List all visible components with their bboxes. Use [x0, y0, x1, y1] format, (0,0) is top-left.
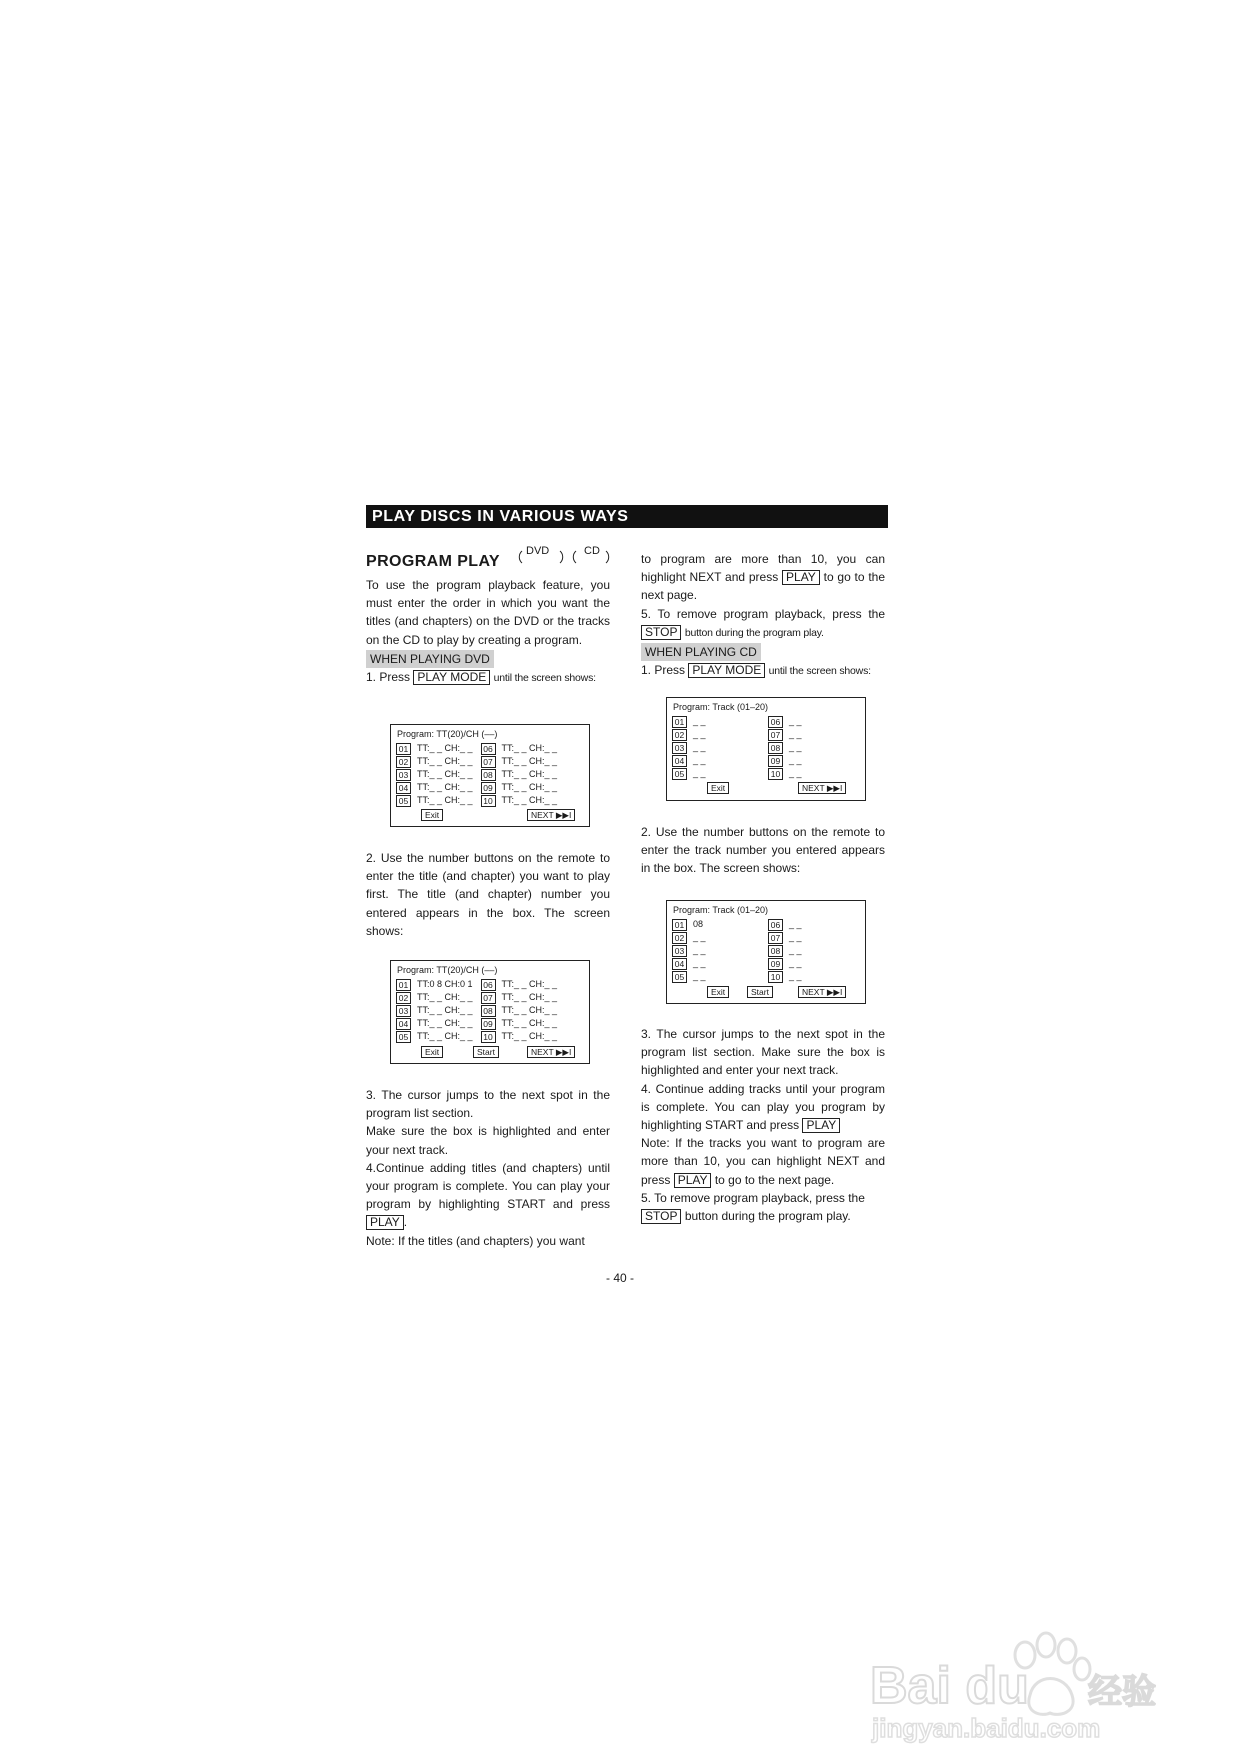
stop-key: STOP	[641, 1209, 681, 1224]
dvd-program-screen-empty	[390, 724, 590, 827]
cd-step-5: 5. To remove program playback, press the	[641, 1190, 865, 1205]
program-row: 01 TT:0 8 CH:0 1 06 TT:_ _ CH:_ _	[396, 978, 557, 991]
program-row: 05 _ _	[672, 970, 706, 983]
program-row: 06 _ _	[768, 715, 802, 728]
play-mode-key: PLAY MODE	[688, 663, 765, 678]
program-row: 01 08	[672, 918, 703, 931]
program-row: 01 TT:_ _ CH:_ _ 06 TT:_ _ CH:_ _	[396, 742, 557, 755]
screen-title: Program: TT(20)/CH (––)	[397, 965, 498, 975]
program-row: 05 _ _	[672, 767, 706, 780]
play-key: PLAY	[366, 1215, 404, 1230]
screen-title: Program: Track (01–20)	[673, 702, 769, 712]
cd-disc-icon	[570, 545, 612, 569]
cd-program-screen-empty	[666, 697, 866, 801]
play-key: PLAY	[782, 570, 820, 585]
program-row: 05 TT:_ _ CH:_ _ 10 TT:_ _ CH:_ _	[396, 1030, 557, 1043]
program-row: 03 _ _	[672, 944, 706, 957]
cd-step-2: 2. Use the number buttons on the remote to enter the track number you entered appears in the box. The screen shows:	[641, 825, 885, 876]
left-column-top	[366, 576, 610, 687]
program-row: 02 TT:_ _ CH:_ _ 07 TT:_ _ CH:_ _	[396, 991, 557, 1004]
left-column-bottom	[366, 1086, 610, 1250]
baidu-watermark	[860, 1625, 1180, 1745]
program-row: 04 _ _	[672, 957, 706, 970]
play-key: PLAY	[802, 1118, 840, 1133]
dvd-step-3b: Make sure the box is highlighted and enter your next track.	[366, 1124, 610, 1157]
program-row: 03 TT:_ _ CH:_ _ 08 TT:_ _ CH:_ _	[396, 1004, 557, 1017]
program-row: 03 _ _	[672, 741, 706, 754]
dvd-step-3: 3. The cursor jumps to the next spot in the program list section.	[366, 1088, 610, 1121]
program-row: 04 TT:_ _ CH:_ _ 09 TT:_ _ CH:_ _	[396, 781, 557, 794]
program-row: 02 _ _	[672, 931, 706, 944]
cd-subhead: WHEN PLAYING CD	[641, 643, 761, 661]
page-number: - 40 -	[605, 1271, 634, 1285]
right-column-top	[641, 550, 885, 680]
cd-step-3: 3. The cursor jumps to the next spot in the program list section. Make sure the box is highlighted and enter your next track.	[641, 1027, 885, 1078]
cd-note: Note: If the tracks you want to program are more than 10, you can highlight NEXT and press PLAY to go to the next page.	[641, 1136, 885, 1187]
exit-button: Exit	[707, 986, 729, 998]
watermark-cn: 经验	[1088, 1672, 1156, 1712]
screen-title: Program: TT(20)/CH (––)	[397, 729, 498, 739]
program-row: 10 _ _	[768, 767, 802, 780]
program-row: 03 TT:_ _ CH:_ _ 08 TT:_ _ CH:_ _	[396, 768, 557, 781]
next-button: NEXT ▶▶I	[527, 809, 575, 821]
cd-step-4: 4. Continue adding tracks until your program is complete. You can play you program by highlighting START and press PLAY	[641, 1081, 885, 1133]
next-button: NEXT ▶▶I	[527, 1046, 575, 1058]
watermark-url: jingyan.baidu.com	[872, 1713, 1101, 1743]
play-key: PLAY	[674, 1173, 712, 1188]
dvd-step-5: 5. To remove program playback, press the STOP button during the program play.	[641, 606, 885, 639]
screen-title: Program: Track (01–20)	[673, 905, 769, 915]
program-row: 04 _ _	[672, 754, 706, 767]
dvd-program-screen-filled	[390, 960, 590, 1064]
watermark-brand: Bai du	[870, 1657, 1029, 1715]
cd-program-screen-filled	[666, 900, 866, 1004]
cd-label: CD	[584, 545, 600, 557]
exit-button: Exit	[707, 782, 729, 794]
start-button: Start	[747, 986, 773, 998]
program-row: 07 _ _	[768, 728, 802, 741]
program-row: 01 _ _	[672, 715, 706, 728]
cd-step-2-block	[641, 823, 885, 878]
dvd-step-2: 2. Use the number buttons on the remote to enter the title (and chapter) you want to play first. The title (and chapter) number you entered appears in the box. The screen shows:	[366, 851, 610, 938]
play-mode-key: PLAY MODE	[413, 670, 490, 685]
section-banner: PLAY DISCS IN VARIOUS WAYS	[366, 505, 888, 528]
stop-key: STOP	[641, 625, 681, 640]
dvd-disc-icon	[516, 545, 566, 569]
program-row: 02 TT:_ _ CH:_ _ 07 TT:_ _ CH:_ _	[396, 755, 557, 768]
program-row: 09 _ _	[768, 754, 802, 767]
program-row: 04 TT:_ _ CH:_ _ 09 TT:_ _ CH:_ _	[396, 1017, 557, 1030]
program-row: 09 _ _	[768, 957, 802, 970]
right-column-bottom: 3. The cursor jumps to the next spot in the program list section. Make sure the box is highlighted and enter your next track. 4. Continue adding tracks until your program is complete. You can play you program by highlighting START and press PLAY Note: If the tracks you want to program are more than 10, you can highlight NEXT and press PLAY to go to the next page. 5. To remove program playback, press the STOP button during the program play.	[641, 1027, 885, 1224]
dvd-label: DVD	[526, 545, 550, 557]
start-button: Start	[473, 1046, 499, 1058]
program-row: 06 _ _	[768, 918, 802, 931]
next-button: NEXT ▶▶I	[798, 782, 846, 794]
dvd-step-4: 4.Continue adding titles (and chapters) until your program is complete. You can play your program by highlighting START and press PLAY .	[366, 1160, 610, 1230]
cd-step-1: 1. Press PLAY MODE until the screen shows:	[641, 663, 871, 678]
program-row: 02 _ _	[672, 728, 706, 741]
page-heading: PROGRAM PLAY	[366, 553, 501, 570]
program-row: 08 _ _	[768, 741, 802, 754]
next-button: NEXT ▶▶I	[798, 986, 846, 998]
program-row: 05 TT:_ _ CH:_ _ 10 TT:_ _ CH:_ _	[396, 794, 557, 807]
dvd-step-2-block	[366, 849, 610, 940]
program-row: 07 _ _	[768, 931, 802, 944]
exit-button: Exit	[421, 1046, 443, 1058]
dvd-note: Note: If the titles (and chapters) you want	[366, 1233, 585, 1248]
program-row: 10 _ _	[768, 970, 802, 983]
program-row: 08 _ _	[768, 944, 802, 957]
intro-paragraph: To use the program playback feature, you must enter the order in which you want the titles (and chapters) on the DVD or the tracks on the CD to play by creating a program.	[366, 578, 610, 647]
dvd-note-continued: to program are more than 10, you can highlight NEXT and press PLAY to go to the next page.	[641, 552, 886, 603]
dvd-subhead: WHEN PLAYING DVD	[366, 650, 494, 668]
dvd-step-1: 1. Press PLAY MODE until the screen shows:	[366, 670, 596, 685]
exit-button: Exit	[421, 809, 443, 821]
